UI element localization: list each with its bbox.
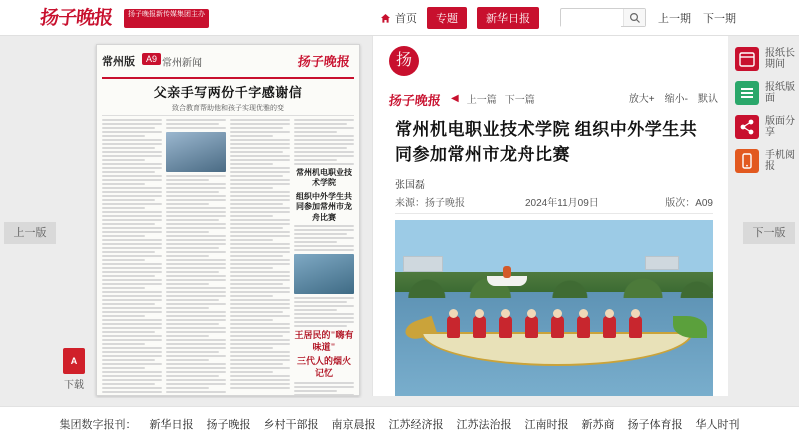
- article-date: 2024年11月09日: [525, 198, 599, 209]
- tool-share-label: 版面分享: [765, 116, 795, 138]
- download-pdf-label: 下载: [64, 380, 84, 391]
- paper-column-1: [102, 119, 162, 396]
- tool-mobile[interactable]: [731, 144, 799, 178]
- zoom-default-button[interactable]: 默认: [698, 94, 718, 105]
- zoom-in-button[interactable]: 放大+: [628, 94, 655, 105]
- article-title: 常州机电职业技术学院 组织中外学生共同参加常州市龙舟比赛: [395, 120, 698, 164]
- paper-column-3: [230, 119, 290, 396]
- search-input[interactable]: [561, 11, 621, 28]
- nav-home[interactable]: [380, 10, 417, 26]
- nav-home-label: 首页: [395, 13, 417, 25]
- paper-column-2: [166, 119, 226, 396]
- logo-badge: [124, 9, 209, 28]
- prev-article-link[interactable]: 上一篇: [466, 95, 497, 106]
- article-logo-icon: 扬: [389, 46, 419, 76]
- nav-button-topic[interactable]: 专题: [427, 7, 467, 29]
- bottom-strip: [0, 398, 799, 406]
- site-logo[interactable]: 扬子晚报: [38, 8, 114, 29]
- footer-link-nanjing[interactable]: 南京晨报: [331, 418, 376, 431]
- tool-share[interactable]: [731, 110, 799, 144]
- paper-subarticle-title-2[interactable]: 组织中外学生共同参加常州市龙舟比赛: [296, 191, 352, 222]
- tool-mobile-label: 手机阅报: [765, 150, 795, 172]
- download-pdf-button[interactable]: [58, 348, 90, 391]
- paper-column-4[interactable]: [294, 119, 354, 396]
- back-icon[interactable]: ◀: [451, 93, 459, 104]
- tools-sidebar: [731, 42, 799, 178]
- logo-badge-text: 扬子晚报新传媒集团主办: [128, 11, 205, 18]
- paper-subhead: 致合教育帮助他和孩子实现优雅的变: [102, 103, 354, 116]
- pdf-icon: A: [63, 348, 85, 374]
- footer-link-xinsushang[interactable]: 新苏商: [581, 418, 615, 431]
- article-panel: [372, 36, 728, 396]
- top-bar: [0, 0, 799, 36]
- search-button[interactable]: [623, 9, 645, 26]
- paper-columns: [102, 119, 354, 396]
- paper-masthead: 扬子晚报: [297, 54, 351, 69]
- article-photo: [395, 220, 713, 396]
- footer-link-xiangcun[interactable]: 乡村干部报: [263, 418, 319, 431]
- prev-issue-link[interactable]: 上一期: [658, 13, 691, 25]
- tool-calendar[interactable]: [731, 42, 799, 76]
- issue-nav: [658, 10, 736, 26]
- article-page-number: 版次：A09: [665, 198, 713, 209]
- paper-section-name: 常州新闻: [162, 58, 202, 69]
- newspaper-page-preview[interactable]: [96, 44, 360, 396]
- search-box: [560, 8, 646, 27]
- prev-page-button[interactable]: 上一版: [4, 222, 56, 244]
- next-page-button[interactable]: 下一版: [743, 222, 795, 244]
- article-nav: [451, 91, 535, 106]
- footer-link-yangzi[interactable]: 扬子晚报: [206, 418, 251, 431]
- footer-link-jiangnan[interactable]: 江南时报: [524, 418, 569, 431]
- tool-pagelist-label: 报纸版面: [765, 82, 795, 104]
- paper-header: [102, 49, 354, 79]
- article-author: 张国磊: [395, 180, 425, 191]
- article-source: 来源：扬子晚报: [395, 198, 465, 209]
- next-issue-link[interactable]: 下一期: [703, 13, 736, 25]
- paper-subarticle-title-4[interactable]: 三代人的烟火记忆: [296, 356, 351, 379]
- share-icon: [735, 115, 759, 139]
- next-article-link[interactable]: 下一篇: [504, 95, 535, 106]
- calendar-icon: [735, 47, 759, 71]
- paper-subarticle-title-3[interactable]: 王居民的"嗨有味道": [294, 329, 354, 352]
- tool-calendar-label: 报纸长期间: [765, 48, 795, 70]
- footer-link-xinhua[interactable]: 新华日报: [149, 418, 194, 431]
- zoom-out-button[interactable]: 缩小-: [664, 94, 688, 105]
- paper-section-number: A9: [142, 53, 161, 65]
- footer-bar: [0, 406, 799, 440]
- tool-pagelist[interactable]: [731, 76, 799, 110]
- paper-photo-1: [166, 132, 226, 172]
- phone-icon: [735, 149, 759, 173]
- paper-section-label: 常州版: [102, 56, 135, 68]
- article-meta: [395, 194, 713, 214]
- search-icon: [629, 12, 641, 24]
- footer-label: 集团数字报刊：: [59, 418, 137, 431]
- footer-link-huaren[interactable]: 华人时刊: [695, 418, 740, 431]
- footer-link-sports[interactable]: 扬子体育报: [627, 418, 683, 431]
- main-nav: [380, 8, 539, 28]
- paper-subarticle-title-1[interactable]: 常州机电职业技术学院: [296, 168, 352, 188]
- zoom-controls: [629, 90, 718, 105]
- paper-headline[interactable]: 父亲手写两份千字感谢信: [153, 85, 303, 100]
- small-boat: [487, 276, 527, 286]
- footer-link-jiangsu-economy[interactable]: 江苏经济报: [388, 418, 444, 431]
- paper-photo-2: [294, 254, 354, 294]
- nav-button-xinhua[interactable]: 新华日报: [477, 7, 539, 29]
- footer-link-jiangsu-law[interactable]: 江苏法治报: [456, 418, 512, 431]
- tree-line: [395, 272, 713, 298]
- article-brand: 扬子晚报: [388, 93, 442, 108]
- paper-body: [97, 79, 359, 396]
- list-icon: [735, 81, 759, 105]
- home-icon: [380, 13, 391, 24]
